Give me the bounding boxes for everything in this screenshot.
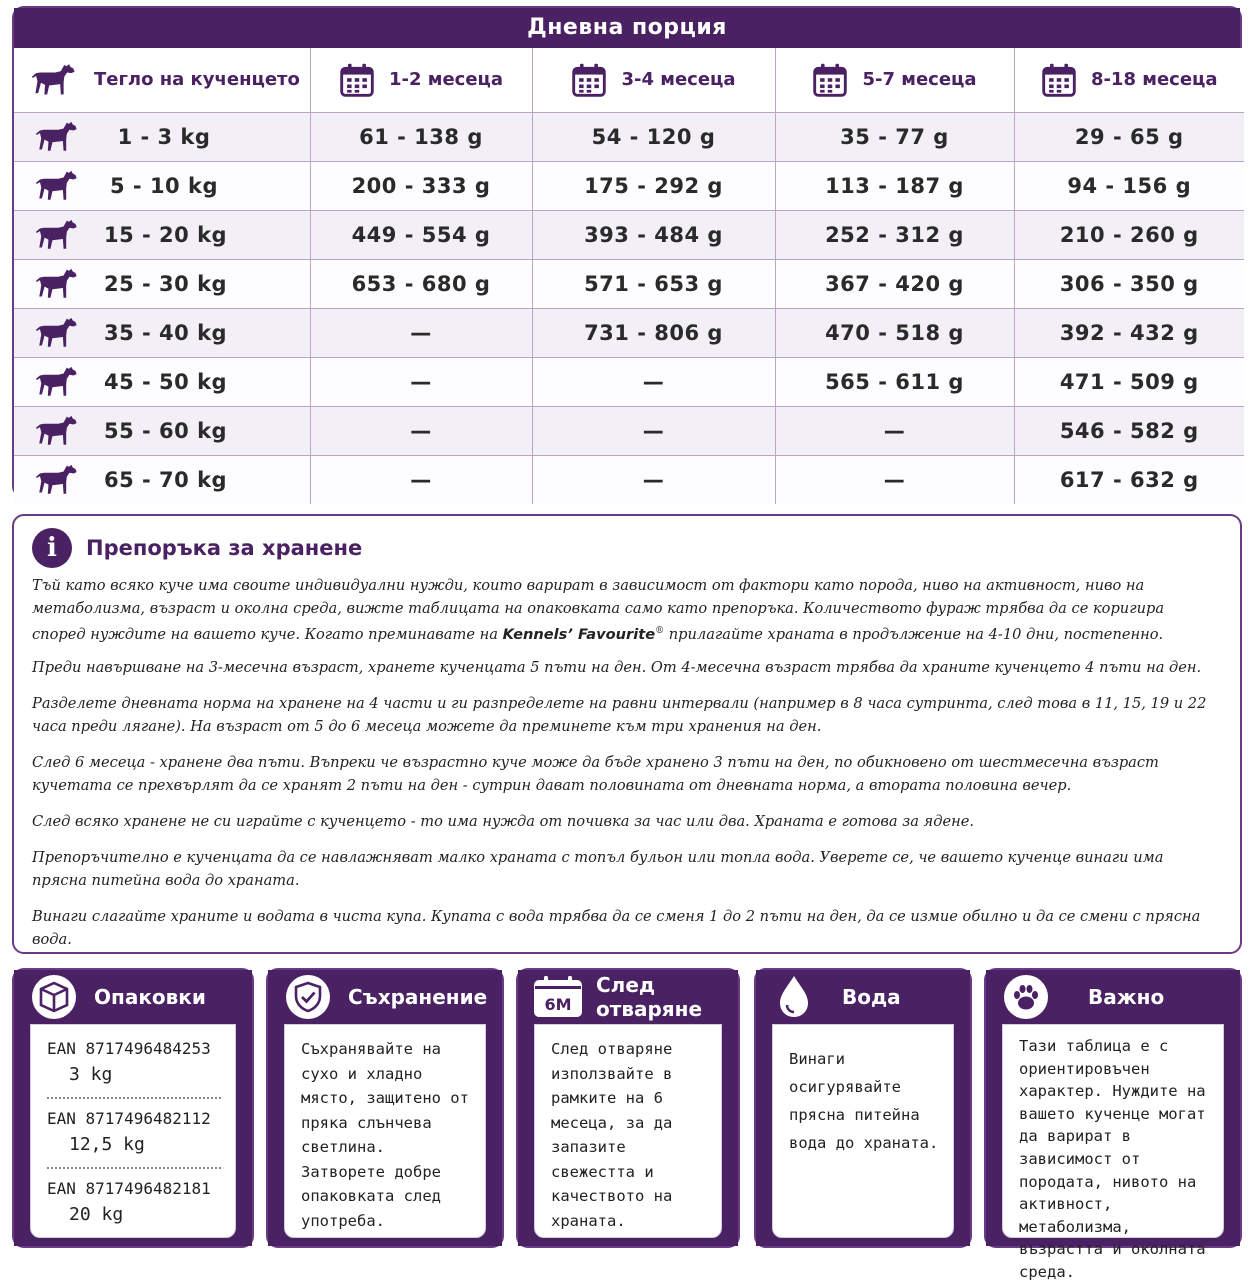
brand-name: Kennels’ Favourite bbox=[502, 625, 656, 643]
shield-check-icon bbox=[286, 975, 330, 1019]
portion-cell: 94 - 156 g bbox=[1014, 161, 1244, 210]
portion-cell: 617 - 632 g bbox=[1014, 455, 1244, 504]
recommendation-header bbox=[32, 528, 1222, 568]
card-header bbox=[756, 970, 970, 1024]
portion-cell: — bbox=[775, 406, 1014, 455]
card-header bbox=[518, 970, 738, 1024]
portion-cell: — bbox=[310, 308, 532, 357]
weight-cell bbox=[14, 161, 310, 210]
portion-cell: — bbox=[532, 455, 775, 504]
table-title: Дневна порция bbox=[14, 8, 1240, 48]
card-text: Тази таблица е с ориентировъчен характер. Нуждите на вашето кученце могат да варират в зависимост от породата, нивото на активност, метаболизма, възрастта и околната среда. bbox=[1002, 1024, 1224, 1238]
ean-code: EAN 8717496482181 bbox=[47, 1179, 211, 1198]
calendar-icon bbox=[339, 62, 375, 98]
dog-icon bbox=[36, 267, 78, 301]
card-text: След отваряне използвайте в рамките на 6 месеца, за да запазите свежестта и качеството на храната. bbox=[534, 1024, 722, 1238]
portion-cell: 471 - 509 g bbox=[1014, 357, 1244, 406]
daily-portion-table-panel bbox=[12, 6, 1242, 498]
dog-icon bbox=[36, 169, 78, 203]
pack-size: 12,5 kg bbox=[69, 1134, 145, 1155]
portion-cell: 306 - 350 g bbox=[1014, 259, 1244, 308]
weight-cell bbox=[14, 357, 310, 406]
table-row bbox=[14, 406, 1244, 455]
recommendation-paragraph: Препоръчително е кученцата да се навлажняват малко храната с топъл бульон или топла вода. Уверете се, че вашето кученце винаги има прясна питейна вода до храната. bbox=[32, 848, 1164, 889]
card-header bbox=[14, 970, 252, 1024]
paragraph-text: прилагайте храната в продължение на 4-10 дни, постепенно. bbox=[664, 625, 1164, 643]
table-header-row bbox=[14, 48, 1244, 112]
weight-value: 45 - 50 kg bbox=[104, 369, 228, 394]
portion-cell: — bbox=[310, 406, 532, 455]
pack-size: 20 kg bbox=[69, 1204, 124, 1225]
header-age-3 bbox=[775, 48, 1014, 112]
table-row bbox=[14, 357, 1244, 406]
weight-value: 55 - 60 kg bbox=[104, 418, 228, 443]
recommendation-paragraph: Преди навършване на 3-месечна възраст, хранете кученцата 5 пъти на ден. От 4-месечна възраст трябва да храните кученцето 4 пъти на ден. bbox=[32, 658, 1202, 676]
table-row bbox=[14, 112, 1244, 161]
feeding-recommendation-panel bbox=[12, 514, 1242, 954]
weight-cell bbox=[14, 210, 310, 259]
portion-cell: 54 - 120 g bbox=[532, 112, 775, 161]
weight-cell bbox=[14, 406, 310, 455]
header-age-1-label: 1-2 месеца bbox=[388, 69, 504, 91]
card-title: Съхранение bbox=[348, 985, 488, 1009]
header-age-2-label: 3-4 месеца bbox=[621, 69, 736, 91]
paragraph-text: Тъй като всяко куче има своите индивидуални нужди, които варират в зависимост от фактори като порода, ниво на активност, ниво на метаболизма, възраст и околна среда, вижте таблицата на опаковката само като препоръка. Количеството фураж трябва да се коригира според нуждите на вашето куче. Когато преминавате на bbox=[32, 577, 1165, 643]
dog-icon bbox=[36, 120, 78, 154]
portion-cell: 470 - 518 g bbox=[775, 308, 1014, 357]
recommendation-paragraph: След всяко хранене не си играйте с кученцето - то има нужда от почивка за час или два. Храната е готова за ядене. bbox=[32, 812, 974, 830]
dog-icon bbox=[32, 63, 76, 97]
paw-icon bbox=[1004, 975, 1048, 1019]
dog-icon bbox=[36, 316, 78, 350]
recommendation-paragraph: Разделете дневната норма на хранене на 4 части и ги разпределете на равни интервали (например в 8 часа сутринта, след това в 11, 15, 19 и 22 часа преди лягане). На възраст от 5 до 6 месеца можете да преминете към три хранения на ден. bbox=[32, 694, 1207, 735]
card-header bbox=[986, 970, 1240, 1024]
water-card bbox=[754, 968, 972, 1248]
table-row bbox=[14, 308, 1244, 357]
registered-mark: ® bbox=[655, 626, 665, 636]
portion-cell: 61 - 138 g bbox=[310, 112, 532, 161]
card-text: Винаги осигурявайте прясна питейна вода до храната. bbox=[772, 1024, 954, 1238]
weight-cell bbox=[14, 308, 310, 357]
weight-cell bbox=[14, 259, 310, 308]
header-age-4 bbox=[1014, 48, 1244, 112]
portion-cell: — bbox=[775, 455, 1014, 504]
important-card bbox=[984, 968, 1242, 1281]
table-row bbox=[14, 161, 1244, 210]
header-age-4-label: 8-18 месеца bbox=[1090, 69, 1218, 91]
card-title: Важно bbox=[1088, 985, 1165, 1009]
dog-icon bbox=[36, 218, 78, 252]
portion-cell: 175 - 292 g bbox=[532, 161, 775, 210]
weight-value: 15 - 20 kg bbox=[104, 222, 228, 247]
ean-item bbox=[47, 1037, 221, 1099]
header-age-3-label: 5-7 месеца bbox=[862, 69, 977, 91]
water-drop-icon bbox=[774, 974, 814, 1020]
info-icon: i bbox=[32, 528, 72, 568]
weight-cell bbox=[14, 455, 310, 504]
portion-cell: 200 - 333 g bbox=[310, 161, 532, 210]
recommendation-paragraph bbox=[32, 574, 1222, 646]
portion-cell: 546 - 582 g bbox=[1014, 406, 1244, 455]
portion-cell: 571 - 653 g bbox=[532, 259, 775, 308]
calendar-6m-label: 6M bbox=[544, 995, 572, 1014]
box-icon bbox=[32, 975, 76, 1019]
pack-size: 3 kg bbox=[69, 1064, 113, 1085]
weight-value: 1 - 3 kg bbox=[117, 124, 211, 149]
table-row bbox=[14, 210, 1244, 259]
table-row bbox=[14, 259, 1244, 308]
portion-cell: 35 - 77 g bbox=[775, 112, 1014, 161]
ean-code: EAN 8717496482112 bbox=[47, 1109, 211, 1128]
weight-value: 35 - 40 kg bbox=[104, 320, 228, 345]
table-row bbox=[14, 455, 1244, 504]
card-content bbox=[30, 1024, 236, 1238]
dog-icon bbox=[36, 463, 78, 497]
portion-cell: 392 - 432 g bbox=[1014, 308, 1244, 357]
header-age-2 bbox=[532, 48, 775, 112]
card-title: Опаковки bbox=[94, 985, 206, 1009]
portion-cell: 113 - 187 g bbox=[775, 161, 1014, 210]
ean-code: EAN 8717496484253 bbox=[47, 1039, 211, 1058]
recommendation-paragraph: Винаги слагайте храните и водата в чиста купа. Купата с вода трябва да се сменя 1 до 2 пъти на ден, да се измие обилно и да се смени с прясна вода. bbox=[32, 907, 1201, 948]
portion-cell: — bbox=[310, 455, 532, 504]
packaging-card bbox=[12, 968, 254, 1248]
recommendation-body bbox=[32, 574, 1222, 951]
portion-cell: 653 - 680 g bbox=[310, 259, 532, 308]
portion-cell: — bbox=[532, 357, 775, 406]
header-age-1 bbox=[310, 48, 532, 112]
portion-cell: 565 - 611 g bbox=[775, 357, 1014, 406]
header-weight-label: Тегло на кученцето bbox=[94, 69, 300, 91]
storage-card bbox=[266, 968, 504, 1248]
ean-item bbox=[47, 1177, 221, 1237]
calendar-icon bbox=[571, 62, 607, 98]
card-header bbox=[268, 970, 502, 1024]
daily-portion-table bbox=[14, 48, 1244, 504]
calendar-icon bbox=[812, 62, 848, 98]
portion-cell: 210 - 260 g bbox=[1014, 210, 1244, 259]
portion-cell: — bbox=[532, 406, 775, 455]
dog-icon bbox=[36, 414, 78, 448]
calendar-icon bbox=[1041, 62, 1077, 98]
portion-cell: 731 - 806 g bbox=[532, 308, 775, 357]
portion-cell: 252 - 312 g bbox=[775, 210, 1014, 259]
ean-item bbox=[47, 1107, 221, 1169]
weight-cell bbox=[14, 112, 310, 161]
card-title: След отваряне bbox=[596, 973, 703, 1021]
calendar-6m-icon bbox=[532, 975, 584, 1019]
card-title: Вода bbox=[842, 985, 901, 1009]
portion-cell: 29 - 65 g bbox=[1014, 112, 1244, 161]
portion-cell: — bbox=[310, 357, 532, 406]
header-weight bbox=[14, 48, 310, 112]
portion-cell: 393 - 484 g bbox=[532, 210, 775, 259]
weight-value: 65 - 70 kg bbox=[104, 467, 228, 492]
dog-icon bbox=[36, 365, 78, 399]
weight-value: 5 - 10 kg bbox=[110, 173, 218, 198]
portion-cell: 367 - 420 g bbox=[775, 259, 1014, 308]
card-text: Съхранявайте на сухо и хладно място, защитено от пряка слънчева светлина. Затворете добре опаковката след употреба. bbox=[284, 1024, 486, 1238]
portion-cell: 449 - 554 g bbox=[310, 210, 532, 259]
recommendation-paragraph: След 6 месеца - хранене два пъти. Въпреки че възрастно куче може да бъде хранено 3 пъти на ден, по обикновено от шестмесечна възраст кучетата се прехвърлят да се хранят 2 пъти на ден - сутрин дават половината от дневната норма, а втората половина вечер. bbox=[32, 753, 1159, 794]
recommendation-title: Препоръка за хранене bbox=[86, 536, 363, 560]
after-opening-card bbox=[516, 968, 740, 1248]
weight-value: 25 - 30 kg bbox=[104, 271, 228, 296]
